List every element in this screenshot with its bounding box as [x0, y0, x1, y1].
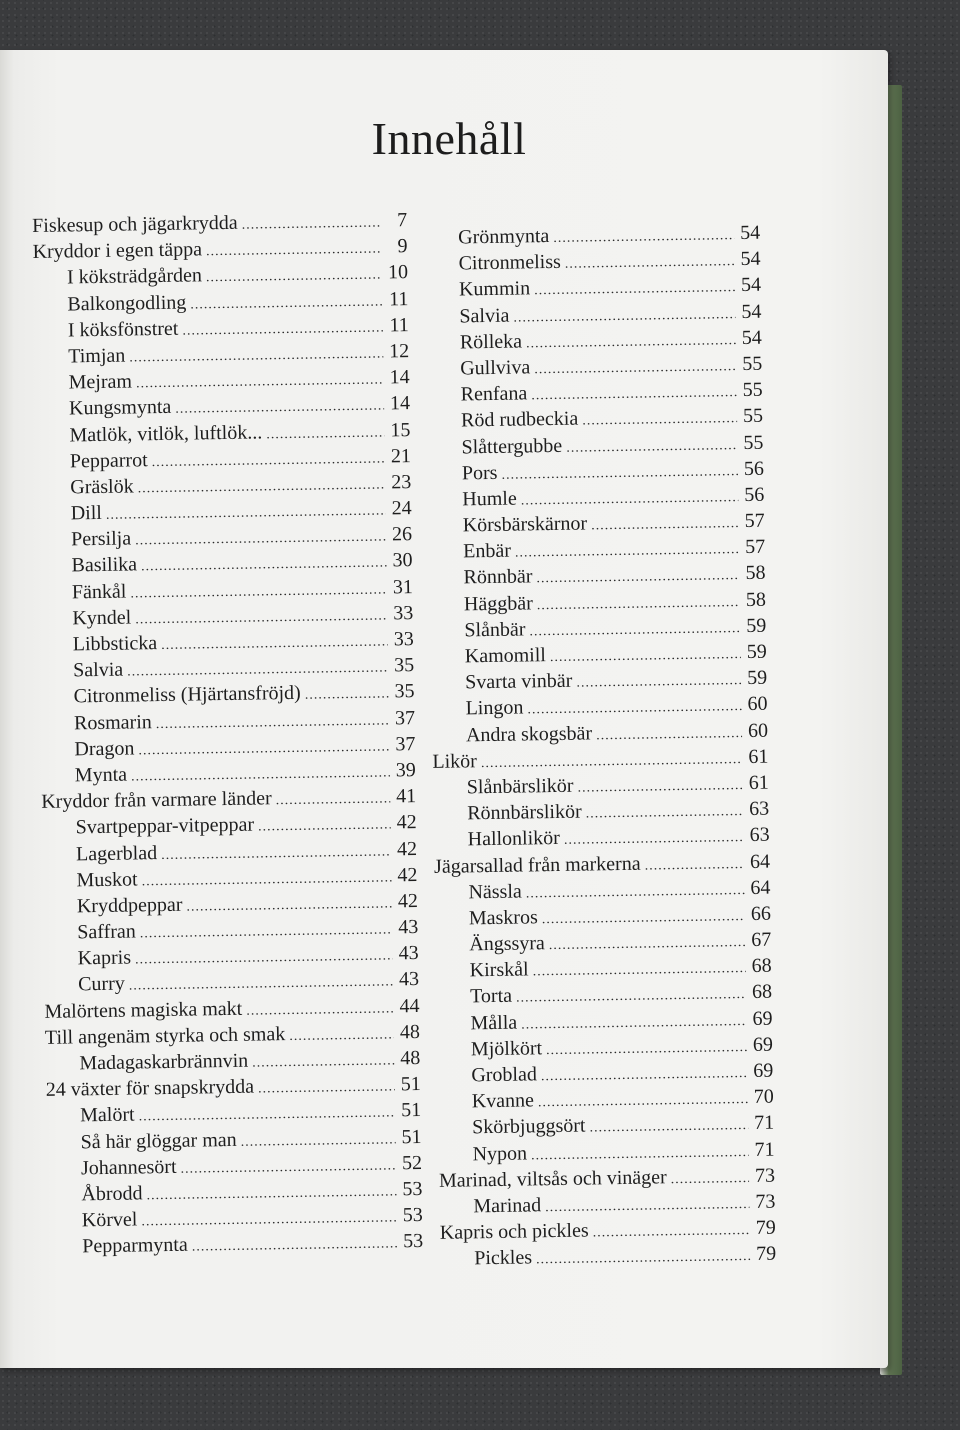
toc-entry	[42, 836, 417, 868]
toc-entry-page-number: 12	[389, 340, 410, 363]
toc-entry	[435, 927, 771, 958]
dot-leader	[129, 341, 383, 371]
toc-entry	[431, 691, 767, 722]
toc-entry-page-number: 69	[752, 1033, 774, 1056]
toc-entry	[436, 1005, 772, 1036]
dot-leader	[546, 1035, 747, 1064]
toc-entry-label: Rönnbär	[463, 565, 533, 589]
dot-leader	[135, 525, 386, 555]
toc-entry-page-number: 35	[393, 654, 415, 677]
toc-entry	[440, 1241, 776, 1272]
toc-entry-page-number: 58	[745, 562, 766, 585]
toc-entry-page-number: 44	[399, 994, 420, 1017]
toc-entry-label: Kryddor i egen täppa	[32, 238, 203, 264]
toc-entry-label: Gräslök	[70, 475, 134, 499]
toc-entry-page-number: 57	[744, 535, 766, 559]
toc-entry-page-number: 79	[756, 1242, 777, 1266]
toc-entry-page-number: 70	[753, 1085, 774, 1109]
toc-entry	[41, 809, 416, 841]
toc-entry-page-number: 60	[747, 693, 768, 716]
toc-entry-page-number: 30	[392, 549, 413, 572]
toc-entry-label: Hallonlikör	[467, 827, 561, 851]
dot-leader	[515, 537, 740, 567]
page-title: Innehåll	[371, 113, 527, 164]
toc-entry	[427, 429, 763, 460]
dot-leader	[644, 852, 744, 880]
toc-entry-label: Malört	[80, 1103, 135, 1127]
toc-entry	[45, 1019, 420, 1051]
toc-entry-label: Matlök, vitlök, luftlök...	[69, 420, 263, 446]
toc-entry-page-number: 63	[749, 823, 770, 847]
dot-leader	[593, 1218, 751, 1247]
toc-entry	[429, 534, 765, 565]
book-page	[0, 50, 888, 1368]
toc-entry-page-number: 67	[751, 928, 772, 952]
toc-entry-label: Persilja	[70, 527, 132, 551]
toc-entry	[439, 1162, 775, 1193]
toc-entry-page-number: 58	[745, 588, 767, 611]
toc-entry	[39, 678, 414, 710]
toc-entry-label: Mynta	[74, 763, 128, 787]
dot-leader	[140, 917, 393, 947]
dot-leader	[513, 302, 735, 332]
toc-entry	[46, 1124, 421, 1156]
dot-leader	[565, 249, 735, 278]
toc-entry-label: Dragon	[74, 737, 135, 761]
dot-leader	[206, 237, 382, 266]
toc-entry-page-number: 79	[755, 1216, 776, 1240]
toc-entry-page-number: 55	[742, 378, 763, 402]
toc-entry-page-number: 10	[387, 261, 409, 284]
toc-entry-page-number: 54	[741, 300, 762, 323]
toc-entry-label: Citronmeliss (Hjärtansfröjd)	[73, 682, 301, 708]
toc-entry-label: Fiskesup och jägarkrydda	[32, 211, 238, 237]
toc-entry-page-number: 33	[393, 628, 414, 651]
dot-leader	[240, 1127, 395, 1156]
toc-entry-page-number: 37	[395, 732, 416, 756]
dot-leader	[192, 1232, 398, 1261]
toc-entry-page-number: 61	[748, 745, 769, 768]
dot-leader	[180, 1153, 396, 1183]
toc-entry-page-number: 42	[396, 837, 418, 860]
toc-entry	[433, 796, 769, 827]
toc-entry-page-number: 71	[753, 1111, 775, 1135]
toc-entry-label: Basilika	[71, 553, 138, 577]
toc-entry	[425, 272, 761, 303]
toc-entry-page-number: 21	[390, 444, 412, 468]
dot-leader	[186, 891, 392, 920]
toc-entry-page-number: 52	[401, 1151, 423, 1175]
toc-entry	[32, 233, 407, 265]
toc-entry	[45, 1045, 420, 1077]
toc-entry-page-number: 53	[403, 1230, 424, 1253]
dot-leader	[137, 472, 385, 502]
toc-entry-label: Torta	[469, 985, 513, 1008]
toc-entry-label: Humle	[462, 487, 517, 511]
toc-entry-page-number: 66	[750, 902, 772, 925]
dot-leader	[135, 944, 393, 974]
toc-entry-page-number: 68	[751, 981, 773, 1004]
toc-entry-label: Grönmynta	[458, 225, 550, 249]
toc-entry	[439, 1189, 775, 1220]
toc-entry-page-number: 54	[740, 247, 761, 271]
dot-leader	[591, 511, 739, 540]
toc-entry-label: Jägarsallad från markerna	[433, 852, 641, 878]
dot-leader	[589, 1113, 748, 1142]
dot-leader	[536, 1244, 751, 1274]
toc-entry	[41, 783, 416, 815]
toc-entry-page-number: 55	[742, 405, 764, 428]
dot-leader	[266, 420, 385, 448]
dot-leader	[146, 1179, 396, 1209]
toc-entry	[424, 246, 760, 277]
toc-entry	[438, 1084, 774, 1115]
toc-entry-page-number: 48	[400, 1047, 421, 1070]
toc-entry	[425, 298, 761, 329]
dot-leader	[534, 354, 736, 383]
dot-leader	[549, 930, 746, 959]
toc-entry	[424, 220, 760, 251]
toc-entry-page-number: 51	[401, 1125, 422, 1148]
toc-entry-label: Pickles	[474, 1246, 533, 1270]
dot-leader	[138, 734, 389, 764]
toc-entry	[429, 560, 765, 591]
toc-entry	[430, 612, 766, 643]
toc-entry-label: Kummin	[458, 277, 531, 301]
toc-entry-label: Lingon	[465, 696, 524, 720]
toc-entry-label: Marinad, viltsås och vinäger	[438, 1166, 667, 1192]
toc-entry-page-number: 51	[400, 1099, 422, 1122]
toc-entry-page-number: 35	[394, 680, 415, 703]
toc-column-left	[32, 207, 423, 1260]
toc-entry-label: Mejram	[68, 370, 133, 394]
toc-entry-label: Nypon	[472, 1142, 528, 1165]
toc-entry-label: Timjan	[68, 344, 126, 368]
toc-entry-label: I köksfönstret	[67, 317, 179, 342]
toc-entry-page-number: 48	[399, 1020, 421, 1044]
toc-entry-page-number: 60	[747, 719, 769, 742]
toc-entry-label: Malörtens magiska makt	[44, 997, 243, 1023]
toc-entry-page-number: 73	[754, 1164, 776, 1187]
toc-entry-page-number: 53	[402, 1177, 423, 1201]
toc-entry	[46, 1071, 421, 1103]
toc-entry	[438, 1136, 774, 1167]
toc-entry-label: Salvia	[459, 304, 510, 328]
toc-entry-page-number: 23	[391, 470, 412, 494]
toc-entry-label: Slåttergubbe	[461, 434, 563, 458]
toc-entry	[426, 351, 762, 382]
toc-entry-label: Lagerblad	[75, 841, 158, 865]
toc-entry-label: Körvel	[81, 1208, 138, 1232]
toc-entry-label: Åbrodd	[81, 1182, 143, 1206]
toc-entry-label: Likör	[432, 749, 478, 773]
toc-entry-page-number: 64	[749, 850, 771, 873]
dot-leader	[582, 406, 737, 435]
dot-leader	[577, 773, 743, 802]
toc-entry-label: Marinad	[473, 1194, 542, 1218]
toc-entry	[433, 822, 769, 853]
toc-entry-label: Dill	[70, 502, 103, 525]
toc-entry-page-number: 15	[390, 418, 411, 441]
toc-entry-label: Kungsmynta	[68, 396, 172, 420]
toc-entry-label: Fänkål	[71, 580, 127, 604]
toc-entry-label: Rosmarin	[73, 710, 152, 734]
dot-leader	[276, 787, 391, 815]
toc-entry	[426, 324, 762, 355]
toc-entry	[430, 586, 766, 617]
dot-leader	[190, 289, 382, 318]
toc-entry	[429, 508, 765, 539]
toc-entry-page-number: 61	[748, 771, 769, 794]
dot-leader	[252, 1048, 395, 1076]
toc-entry-page-number: 59	[746, 666, 768, 690]
toc-entry-page-number: 14	[389, 366, 410, 389]
dot-leader	[130, 577, 387, 607]
dot-leader	[586, 799, 744, 828]
toc-entry-label: 24 växter för snapskrydda	[45, 1075, 255, 1102]
dot-leader	[206, 263, 382, 292]
toc-entry	[436, 979, 772, 1010]
toc-entry-label: Pepparrot	[69, 448, 148, 473]
dot-leader	[529, 616, 740, 646]
dot-leader	[536, 564, 739, 593]
toc-entry-label: Andra skogsbär	[465, 721, 593, 746]
dot-leader	[136, 368, 384, 398]
toc-entry	[437, 1058, 773, 1089]
toc-entry-label: Kvanne	[471, 1089, 535, 1113]
dot-leader	[258, 813, 391, 841]
toc-entry-page-number: 59	[746, 640, 767, 663]
toc-entry-page-number: 43	[398, 968, 420, 991]
toc-entry-label: Rönnbärslikör	[467, 800, 582, 825]
toc-entry-label: Skörbjuggsört	[472, 1114, 586, 1139]
toc-entry-page-number: 24	[391, 497, 412, 520]
toc-entry-page-number: 64	[750, 876, 771, 899]
toc-entry-label: Balkongodling	[67, 291, 187, 316]
toc-entry-page-number: 9	[397, 235, 408, 258]
toc-entry-label: Svartpeppar-vitpeppar	[75, 813, 255, 839]
dot-leader	[553, 223, 734, 252]
toc-entry-page-number: 11	[388, 287, 409, 310]
dot-leader	[550, 642, 741, 671]
toc-entry-label: Slånbärslikör	[466, 774, 574, 799]
toc-entry-label: Svarta vinbär	[465, 669, 573, 694]
toc-entry-page-number: 11	[389, 313, 409, 337]
toc-entry	[432, 743, 768, 774]
toc-entry-label: Slånbär	[464, 618, 526, 642]
toc-entry-label: Citronmeliss	[458, 251, 562, 275]
toc-entry-page-number: 42	[396, 811, 417, 834]
toc-entry	[433, 770, 769, 801]
toc-entry-label: Pors	[461, 461, 498, 485]
dot-leader	[537, 590, 741, 619]
dot-leader	[161, 629, 388, 659]
toc-entry	[432, 717, 768, 748]
dot-leader	[534, 275, 735, 304]
toc-entry-page-number: 69	[752, 1007, 773, 1030]
toc-entry	[427, 403, 763, 434]
toc-entry	[47, 1150, 422, 1182]
dot-leader	[596, 721, 742, 749]
toc-entry-label: Kirskål	[469, 958, 529, 982]
toc-entry-label: I köksträdgården	[66, 264, 203, 289]
toc-entry-page-number: 55	[743, 431, 764, 454]
toc-entry-page-number: 56	[743, 457, 765, 480]
toc-entry-page-number: 14	[389, 392, 411, 415]
toc-entry-label: Kapris och pickles	[439, 1219, 589, 1244]
toc-entry-label: Röd rudbeckia	[460, 407, 579, 432]
toc-entry-page-number: 33	[393, 601, 414, 625]
toc-entry	[434, 874, 770, 905]
toc-entry-label: Salvia	[73, 658, 124, 682]
toc-entry-page-number: 39	[395, 758, 416, 782]
dot-leader	[526, 328, 736, 357]
toc-entry-label: Rölleka	[459, 330, 523, 354]
toc-entry-page-number: 57	[744, 509, 765, 533]
dot-leader	[182, 315, 383, 344]
toc-entry-label: Till angenäm styrka och smak	[44, 1022, 286, 1049]
toc-entry-page-number: 63	[749, 797, 770, 821]
toc-entry-page-number: 56	[744, 483, 765, 506]
toc-entry-page-number: 43	[398, 916, 419, 939]
toc-entry-label: Pepparmynta	[82, 1233, 188, 1258]
toc-entry-label: Curry	[77, 973, 125, 996]
toc-entry-label: Ängssyra	[469, 932, 546, 956]
toc-entry-page-number: 69	[753, 1059, 774, 1082]
toc-entry	[440, 1215, 776, 1246]
toc-column-right	[424, 220, 776, 1273]
dot-leader	[289, 1022, 394, 1050]
toc-entry	[435, 901, 771, 932]
toc-entry-label: Enbär	[462, 539, 512, 563]
toc-entry-label: Gullviva	[460, 356, 531, 380]
dot-leader	[258, 1075, 395, 1103]
toc-entry	[431, 665, 767, 696]
toc-entry	[36, 443, 411, 475]
toc-entry	[434, 848, 770, 879]
dot-leader	[516, 982, 746, 1012]
toc-entry-label: Madagaskarbrännvin	[79, 1049, 249, 1075]
toc-entry	[40, 705, 415, 737]
dot-leader	[305, 682, 389, 710]
toc-entry-label: Kryddor från varmare länder	[41, 787, 272, 814]
toc-entry-page-number: 42	[397, 863, 418, 887]
toc-entry-page-number: 71	[754, 1138, 775, 1161]
toc-entry-label: Häggbär	[463, 591, 533, 616]
toc-entry	[428, 482, 764, 513]
dot-leader	[671, 1166, 750, 1193]
toc-entry	[437, 1031, 773, 1062]
dot-leader	[526, 878, 745, 908]
toc-entry-label: Så här glöggar man	[80, 1128, 237, 1153]
toc-entry-page-number: 53	[402, 1204, 423, 1227]
toc-entry-label: Nässla	[468, 880, 522, 904]
toc-entry-label: Groblad	[471, 1063, 538, 1087]
toc-entry-label: Libbsticka	[72, 632, 158, 656]
toc-entry-page-number: 55	[742, 352, 763, 375]
dot-leader	[152, 446, 386, 476]
toc-entry-page-number: 68	[751, 954, 772, 978]
toc-entry-page-number: 37	[394, 706, 416, 729]
dot-leader	[532, 956, 745, 986]
dot-leader	[141, 551, 387, 581]
toc-entry-label: Muskot	[76, 868, 138, 892]
toc-entry-label: Johannesört	[80, 1155, 177, 1180]
dot-leader	[501, 459, 738, 489]
toc-entry	[431, 639, 767, 670]
toc-entry-label: Mjölkört	[470, 1037, 543, 1061]
toc-entry-page-number: 43	[398, 942, 419, 965]
toc-entry-page-number: 31	[392, 575, 414, 599]
dot-leader	[541, 1061, 748, 1090]
toc-entry-page-number: 42	[397, 889, 419, 913]
toc-entry-page-number: 73	[755, 1190, 776, 1213]
toc-entry-label: Kyndel	[72, 606, 132, 630]
toc-entry	[46, 1097, 421, 1129]
toc-entry-page-number: 7	[396, 209, 408, 232]
dot-leader	[242, 211, 382, 239]
toc-entry	[32, 207, 407, 239]
toc-entry-label: Kryddpeppar	[76, 893, 183, 918]
toc-entry	[44, 993, 419, 1025]
toc-entry	[436, 953, 772, 984]
toc-entry-page-number: 54	[740, 274, 762, 297]
dot-leader	[576, 668, 741, 697]
toc-entry-page-number: 54	[739, 221, 761, 245]
toc-entry-label: Målla	[470, 1011, 518, 1034]
dot-leader	[156, 708, 390, 738]
toc-entry-page-number: 59	[746, 614, 767, 637]
toc-entry-page-number: 51	[400, 1073, 421, 1096]
toc-entry	[35, 417, 410, 449]
toc-entry-label: Renfana	[460, 382, 528, 406]
toc-entry-label: Saffran	[77, 920, 136, 944]
toc-entry-label: Kamomill	[464, 644, 547, 668]
toc-entry	[438, 1110, 774, 1141]
toc-entry-label: Kapris	[77, 946, 132, 970]
dot-leader	[542, 904, 745, 933]
toc-entry-page-number: 41	[396, 785, 417, 808]
toc-entry-label: Körsbärskärnor	[462, 512, 588, 537]
dot-leader	[161, 839, 391, 869]
toc-entry	[426, 377, 762, 408]
dot-leader	[521, 1009, 747, 1039]
toc-entry-label: Maskros	[468, 906, 538, 930]
toc-entry	[428, 455, 764, 486]
toc-entry-page-number: 54	[741, 326, 762, 349]
dot-leader	[566, 433, 738, 462]
dot-leader	[135, 603, 387, 633]
toc-entry-page-number: 26	[391, 523, 413, 546]
